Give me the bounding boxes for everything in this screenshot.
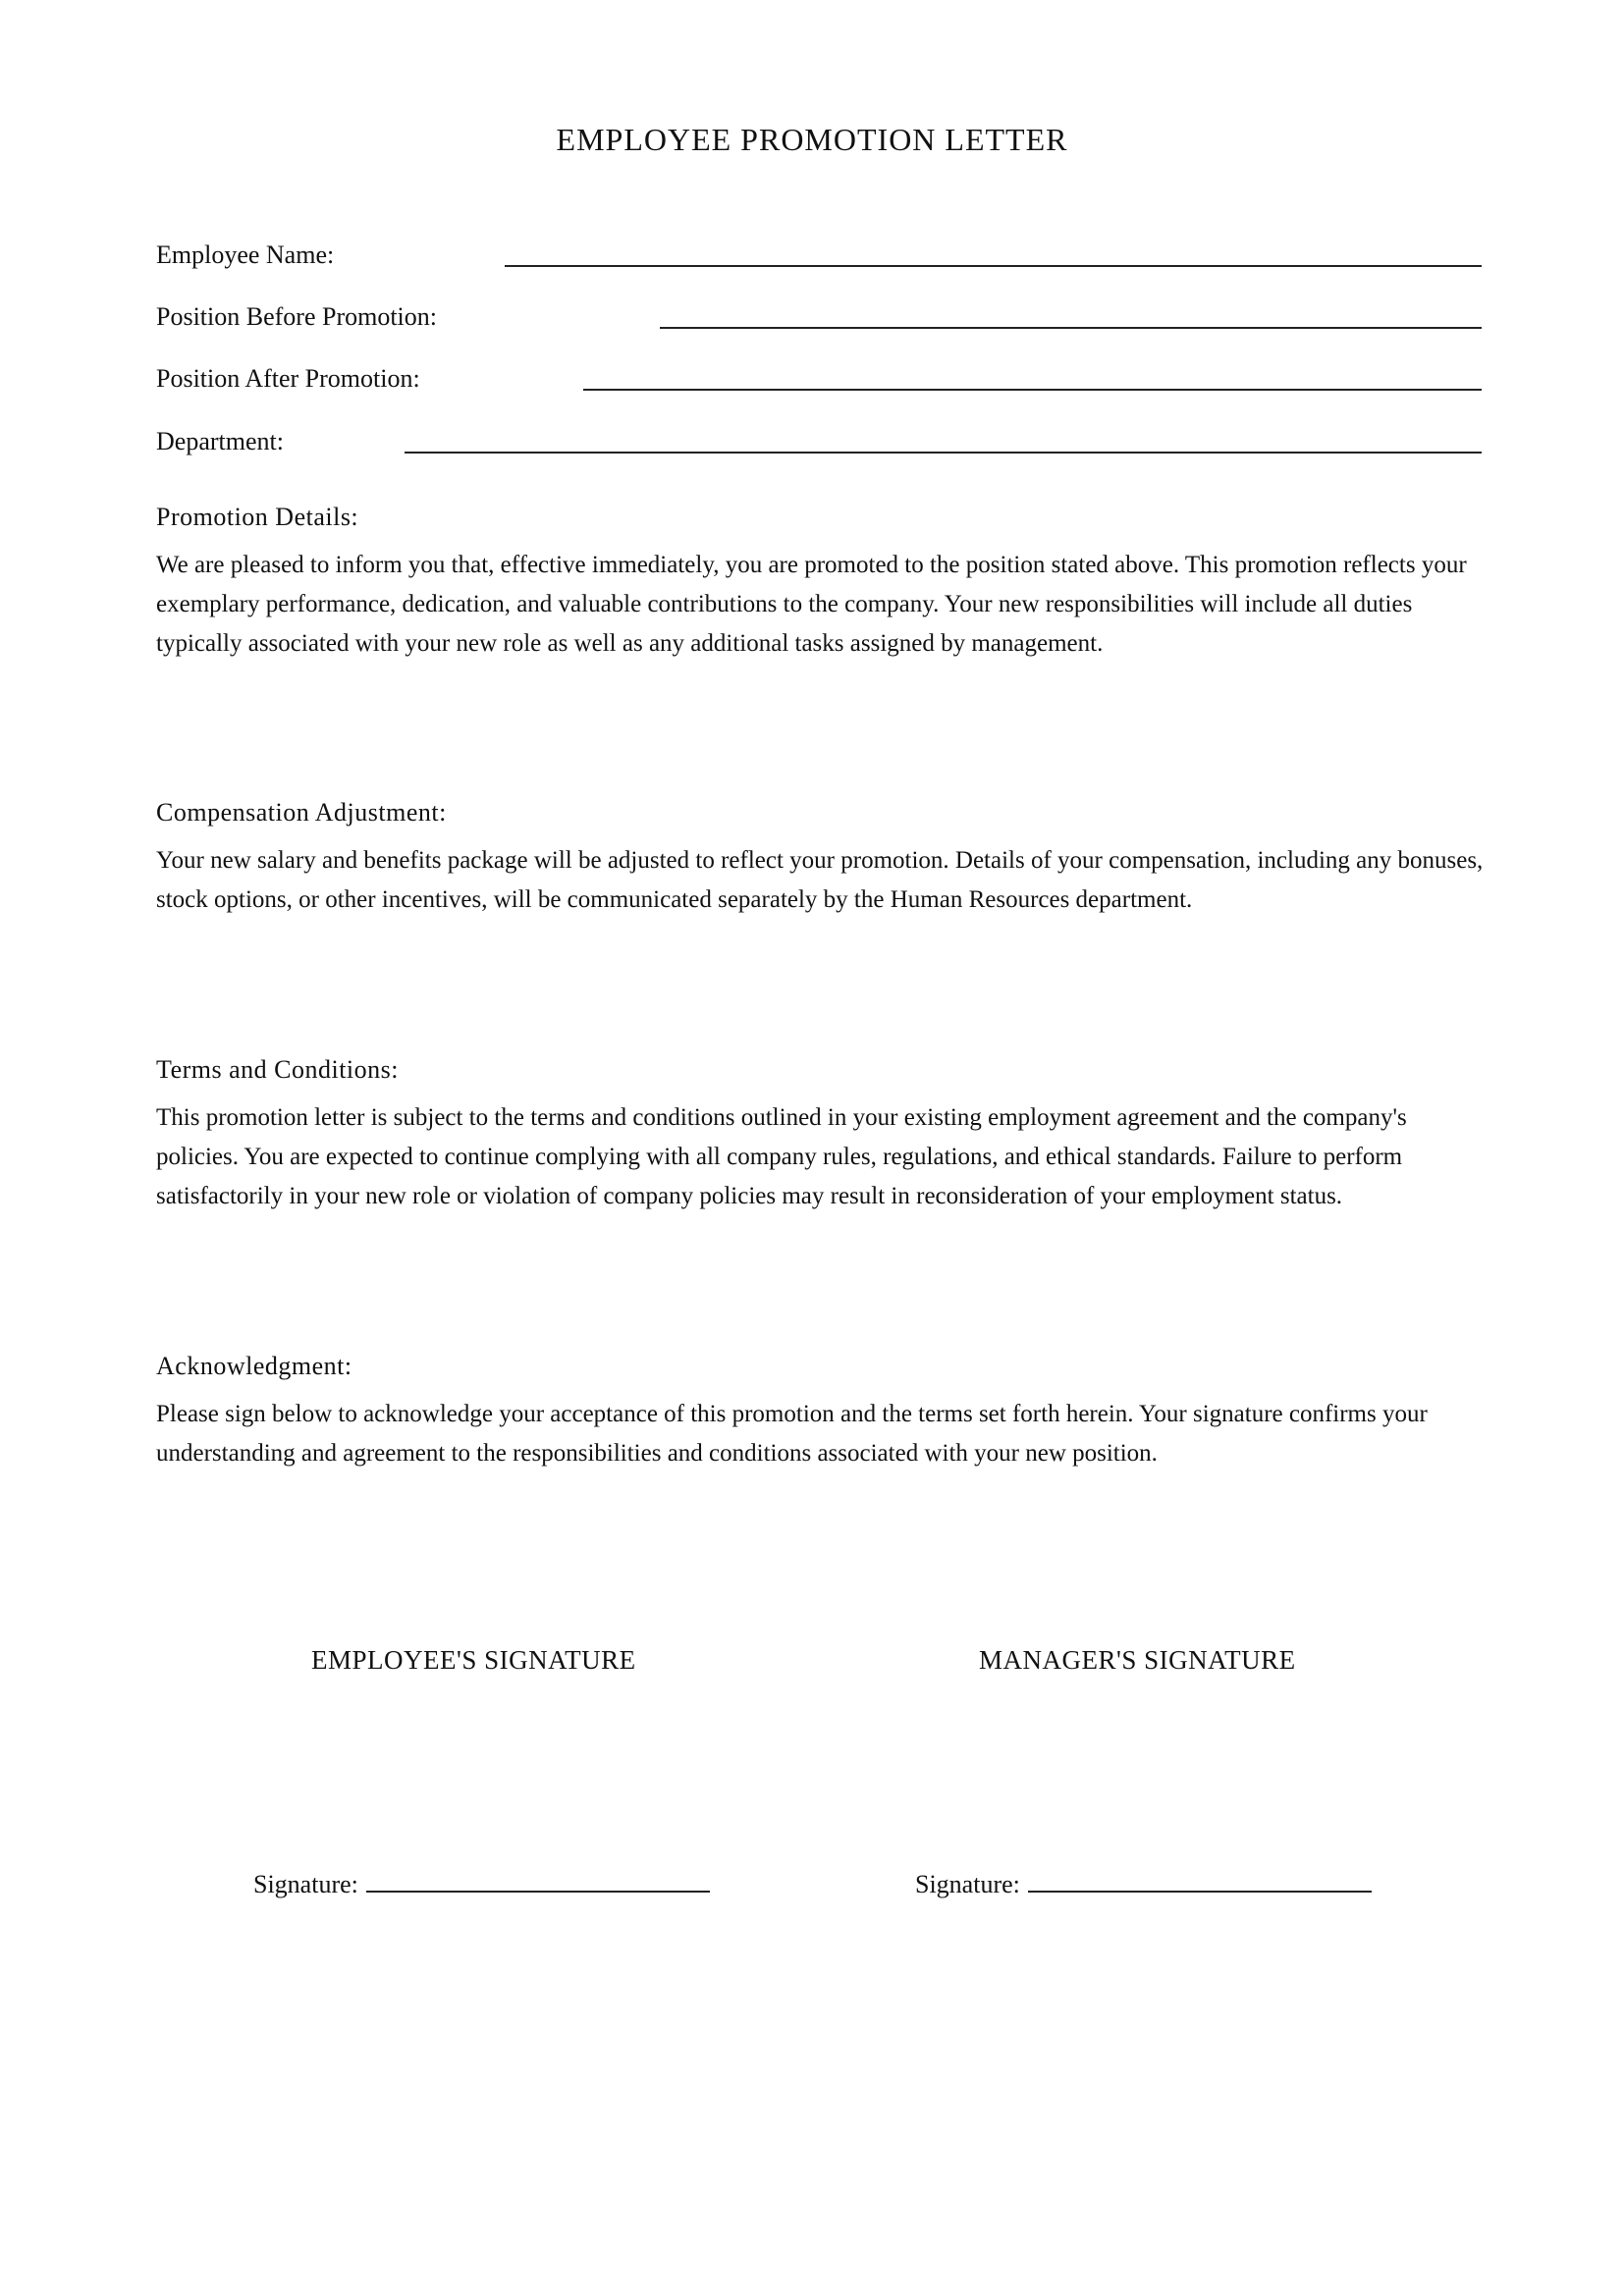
section-heading-promotion-details: Promotion Details: <box>156 503 359 531</box>
manager-signature-label: Signature: <box>915 1870 1020 1898</box>
manager-signature-field[interactable] <box>1028 1865 1372 1893</box>
employee-name-input-line[interactable] <box>505 265 1482 267</box>
section-heading-acknowledgment: Acknowledgment: <box>156 1352 352 1380</box>
section-body-terms: This promotion letter is subject to the terms and conditions outlined in your existing employment agreement and the company's policies. You are expected to continue complying with all company rules, regulations, and ethical standards. Failure to perform satisfactorily in your new role or violation of company policies may result in reconsideration of your employment status. <box>156 1104 1407 1209</box>
field-employee-name <box>156 236 1482 275</box>
field-department <box>156 422 1482 461</box>
section-heading-terms: Terms and Conditions: <box>156 1055 400 1084</box>
department-input-line[interactable] <box>405 452 1482 454</box>
field-position-after <box>156 359 1482 399</box>
manager-signature-row <box>915 1865 1372 1899</box>
field-label-position-after: Position After Promotion: <box>156 364 420 393</box>
section-body-acknowledgment: Please sign below to acknowledge your acceptance of this promotion and the terms set forth herein. Your signature confirms your understanding and agreement to the responsibilities and conditions associated with your new position. <box>156 1401 1428 1467</box>
field-label-position-before: Position Before Promotion: <box>156 302 437 331</box>
position-after-input-line[interactable] <box>583 389 1482 391</box>
field-position-before <box>156 297 1482 337</box>
employee-signature-label: Signature: <box>253 1870 358 1898</box>
document-title: EMPLOYEE PROMOTION LETTER <box>556 122 1068 157</box>
field-label-department: Department: <box>156 427 284 455</box>
employee-signature-row <box>253 1865 710 1899</box>
section-body-promotion-details: We are pleased to inform you that, effective immediately, you are promoted to the position stated above. This promotion reflects your exemplary performance, dedication, and valuable contributions to the company. Your new responsibilities will include all duties typically associated with your new role as well as any additional tasks assigned by management. <box>156 552 1467 657</box>
employee-signature-field[interactable] <box>366 1865 710 1893</box>
manager-signature-heading: MANAGER'S SIGNATURE <box>979 1645 1296 1675</box>
employee-signature-heading: EMPLOYEE'S SIGNATURE <box>311 1645 636 1675</box>
section-body-compensation: Your new salary and benefits package will be adjusted to reflect your promotion. Details of your compensation, including any bonuses, stock options, or other incentives, will be communicated separately by the Human Resources department. <box>156 847 1484 913</box>
section-heading-compensation: Compensation Adjustment: <box>156 798 447 827</box>
position-before-input-line[interactable] <box>660 327 1482 329</box>
field-label-employee-name: Employee Name: <box>156 240 335 269</box>
